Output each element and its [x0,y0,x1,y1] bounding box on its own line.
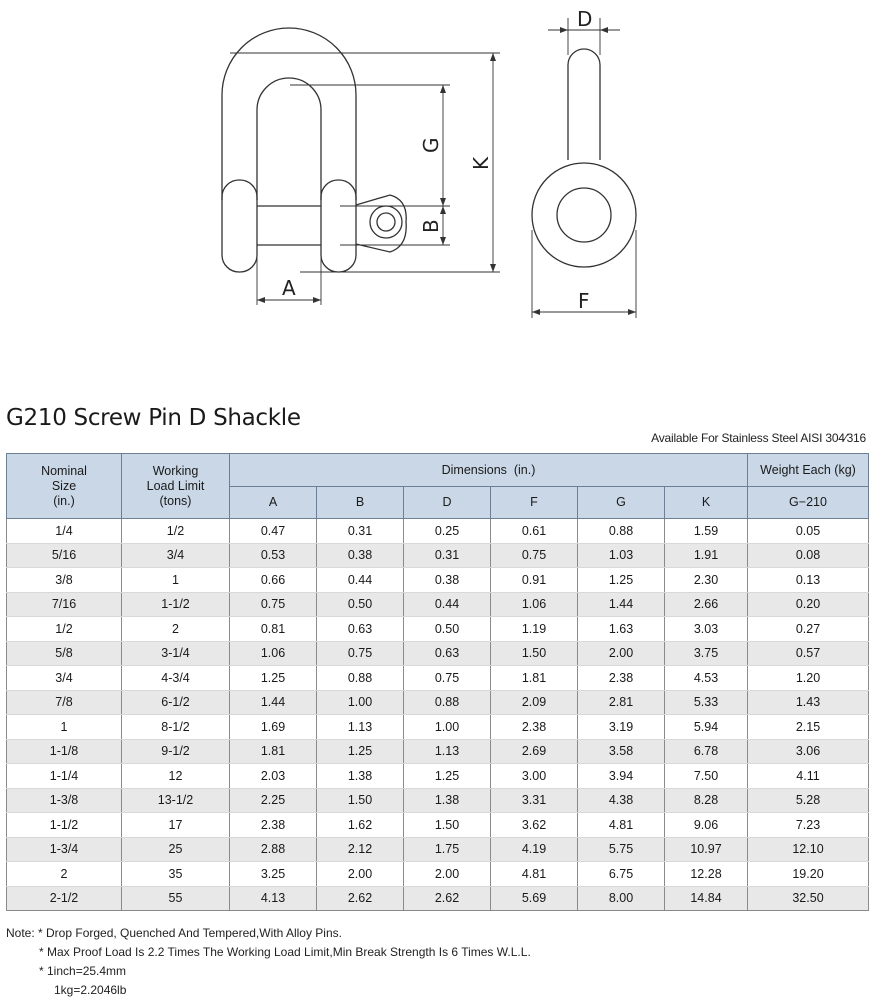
table-cell: 0.61 [491,519,578,544]
table-cell: 2.38 [230,813,317,838]
table-cell: 4.13 [230,886,317,911]
table-cell: 7.50 [665,764,748,789]
table-cell: 1.38 [404,788,491,813]
table-cell: 3.03 [665,617,748,642]
table-cell: 1.25 [578,568,665,593]
table-cell: 8-1/2 [122,715,230,740]
table-cell: 2.00 [317,862,404,887]
table-cell: 0.44 [317,568,404,593]
table-row [7,641,869,666]
table-cell: 13-1/2 [122,788,230,813]
notes [6,924,531,1000]
table-cell: 4.11 [748,764,869,789]
table-cell: 55 [122,886,230,911]
table-cell: 3.19 [578,715,665,740]
shackle-bow-outer [222,28,356,200]
side-view-eye-inner [557,188,611,242]
table-cell: 0.31 [317,519,404,544]
table-cell: 7.23 [748,813,869,838]
table-row [7,886,869,911]
table-cell: 1.44 [578,592,665,617]
table-cell: 5.28 [748,788,869,813]
side-view-shank [568,49,600,160]
table-cell: 1.00 [404,715,491,740]
table-cell: 0.50 [317,592,404,617]
table-cell: 1.75 [404,837,491,862]
table-cell: 2.38 [491,715,578,740]
header-col-d: D [404,487,491,519]
header-col-f: F [491,487,578,519]
table-cell: 0.75 [317,641,404,666]
table-cell: 3.31 [491,788,578,813]
dim-label-d: D [577,7,593,31]
table-cell: 2.69 [491,739,578,764]
table-row [7,813,869,838]
table-cell: 1-1/2 [122,592,230,617]
table-cell: 0.20 [748,592,869,617]
note-line: * 1inch=25.4mm [39,964,127,978]
table-cell: 2.38 [578,666,665,691]
table-cell: 3/4 [7,666,122,691]
header-working-load-limit: Working Load Limit (tons) [122,454,230,519]
table-cell: 1.59 [665,519,748,544]
table-cell: 1.13 [404,739,491,764]
table-cell: 3.58 [578,739,665,764]
note-line: 1kg=2.2046lb [54,983,127,997]
table-cell: 1.50 [404,813,491,838]
table-cell: 0.75 [491,543,578,568]
table-cell: 1.25 [404,764,491,789]
table-row [7,715,869,740]
table-cell: 5.69 [491,886,578,911]
header-col-k: K [665,487,748,519]
table-cell: 1/2 [122,519,230,544]
table-cell: 1-1/8 [7,739,122,764]
table-cell: 7/8 [7,690,122,715]
table-cell: 0.57 [748,641,869,666]
header-weight-each: Weight Each (kg) [748,454,869,487]
table-cell: 1.00 [317,690,404,715]
table-cell: 5.94 [665,715,748,740]
spec-table [6,453,869,911]
table-cell: 0.88 [404,690,491,715]
table-row [7,617,869,642]
table-cell: 1.50 [491,641,578,666]
table-cell: 0.38 [404,568,491,593]
table-cell: 2.30 [665,568,748,593]
table-cell: 1.69 [230,715,317,740]
table-cell: 4-3/4 [122,666,230,691]
table-cell: 2 [122,617,230,642]
table-cell: 3/8 [7,568,122,593]
table-cell: 1.43 [748,690,869,715]
table-cell: 1-1/4 [7,764,122,789]
table-row [7,788,869,813]
table-cell: 2.25 [230,788,317,813]
table-cell: 14.84 [665,886,748,911]
table-cell: 12.10 [748,837,869,862]
table-row [7,862,869,887]
table-cell: 1 [122,568,230,593]
table-cell: 6-1/2 [122,690,230,715]
table-cell: 2.62 [317,886,404,911]
table-cell: 1.44 [230,690,317,715]
table-cell: 0.25 [404,519,491,544]
table-cell: 1.25 [230,666,317,691]
table-cell: 3.62 [491,813,578,838]
table-cell: 0.47 [230,519,317,544]
table-cell: 25 [122,837,230,862]
table-cell: 1-1/2 [7,813,122,838]
table-cell: 0.88 [578,519,665,544]
table-cell: 9.06 [665,813,748,838]
header-col-g: G [578,487,665,519]
table-cell: 0.75 [404,666,491,691]
table-cell: 1.13 [317,715,404,740]
table-cell: 1.62 [317,813,404,838]
table-cell: 0.08 [748,543,869,568]
table-cell: 1.91 [665,543,748,568]
table-row [7,690,869,715]
table-cell: 1.81 [491,666,578,691]
table-cell: 1.06 [230,641,317,666]
table-cell: 2-1/2 [7,886,122,911]
table-cell: 5.75 [578,837,665,862]
side-view-eye-outer [532,163,636,267]
dim-label-k: K [469,156,493,170]
table-cell: 2 [7,862,122,887]
table-cell: 1-3/8 [7,788,122,813]
table-row [7,764,869,789]
table-cell: 2.66 [665,592,748,617]
table-cell: 5/8 [7,641,122,666]
table-cell: 3.25 [230,862,317,887]
table-cell: 3.06 [748,739,869,764]
table-cell: 2.81 [578,690,665,715]
table-cell: 3/4 [122,543,230,568]
table-cell: 1.20 [748,666,869,691]
table-cell: 0.81 [230,617,317,642]
table-cell: 1.03 [578,543,665,568]
table-cell: 3-1/4 [122,641,230,666]
table-cell: 0.38 [317,543,404,568]
table-cell: 12.28 [665,862,748,887]
table-row [7,543,869,568]
table-cell: 32.50 [748,886,869,911]
table-cell: 0.53 [230,543,317,568]
table-cell: 0.66 [230,568,317,593]
table-row [7,739,869,764]
table-cell: 0.91 [491,568,578,593]
table-cell: 2.00 [404,862,491,887]
table-cell: 1.06 [491,592,578,617]
table-cell: 9-1/2 [122,739,230,764]
table-cell: 2.09 [491,690,578,715]
table-row [7,592,869,617]
table-cell: 6.75 [578,862,665,887]
table-cell: 17 [122,813,230,838]
table-cell: 3.00 [491,764,578,789]
header-col-b: B [317,487,404,519]
page-title: G210 Screw Pin D Shackle [6,405,301,431]
table-cell: 3.94 [578,764,665,789]
table-cell: 4.81 [578,813,665,838]
note-line: * Max Proof Load Is 2.2 Times The Working Load Limit,Min Break Strength Is 6 Times W.L.L. [39,945,531,959]
dim-label-a: A [282,276,296,300]
table-cell: 8.28 [665,788,748,813]
table-cell: 0.50 [404,617,491,642]
page-subtitle: Available For Stainless Steel AISI 304∕316 [651,431,866,445]
shackle-left-ear [222,180,257,272]
table-cell: 0.88 [317,666,404,691]
table-row [7,519,869,544]
header-col-g210: G−210 [748,487,869,519]
table-cell: 1 [7,715,122,740]
table-cell: 5.33 [665,690,748,715]
table-cell: 0.63 [317,617,404,642]
table-cell: 10.97 [665,837,748,862]
table-cell: 0.75 [230,592,317,617]
table-cell: 0.44 [404,592,491,617]
table-cell: 2.00 [578,641,665,666]
table-cell: 19.20 [748,862,869,887]
table-cell: 1.19 [491,617,578,642]
table-cell: 2.88 [230,837,317,862]
table-row [7,568,869,593]
table-cell: 6.78 [665,739,748,764]
shackle-dimension-drawing [0,0,875,340]
table-cell: 0.13 [748,568,869,593]
table-cell: 0.27 [748,617,869,642]
table-cell: 4.53 [665,666,748,691]
shackle-bow-inner [257,78,321,200]
table-cell: 12 [122,764,230,789]
table-cell: 2.12 [317,837,404,862]
table-cell: 1.50 [317,788,404,813]
table-row [7,837,869,862]
table-cell: 4.81 [491,862,578,887]
table-cell: 0.63 [404,641,491,666]
table-cell: 0.05 [748,519,869,544]
note-line: Note: * Drop Forged, Quenched And Tempered,With Alloy Pins. [6,926,342,940]
dim-label-b: B [419,219,443,233]
table-cell: 1.38 [317,764,404,789]
table-cell: 7/16 [7,592,122,617]
table-cell: 1.63 [578,617,665,642]
table-cell: 4.38 [578,788,665,813]
table-cell: 35 [122,862,230,887]
header-col-a: A [230,487,317,519]
table-cell: 1/2 [7,617,122,642]
table-cell: 5/16 [7,543,122,568]
shackle-right-ear [321,180,356,272]
table-cell: 2.62 [404,886,491,911]
table-cell: 1.25 [317,739,404,764]
table-cell: 0.31 [404,543,491,568]
table-cell: 2.03 [230,764,317,789]
header-dimensions: Dimensions (in.) [230,454,748,487]
spec-table-body [7,519,869,911]
header-nominal-size: Nominal Size (in.) [7,454,122,519]
pin-head [356,195,406,252]
dim-label-g: G [419,137,443,153]
table-row [7,666,869,691]
dim-label-f: F [578,289,590,313]
table-cell: 3.75 [665,641,748,666]
table-cell: 8.00 [578,886,665,911]
table-cell: 4.19 [491,837,578,862]
table-cell: 1-3/4 [7,837,122,862]
table-cell: 2.15 [748,715,869,740]
table-cell: 1.81 [230,739,317,764]
table-cell: 1/4 [7,519,122,544]
